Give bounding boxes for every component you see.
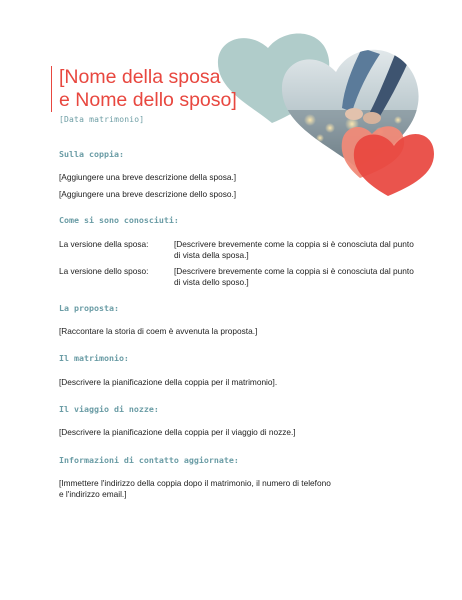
heading-about-couple: Sulla coppia: [59, 149, 124, 159]
hearts-decoration [212, 28, 442, 198]
heading-how-they-met: Come si sono conosciuti: [59, 215, 179, 225]
contact-text-line-1: [Immettere l'indirizzo della coppia dopo il matrimonio, il numero di telefono [59, 478, 331, 488]
bride-description: [Aggiungere una breve descrizione della sposa.] [59, 172, 237, 182]
groom-version-label: La versione dello sposo: [59, 266, 149, 276]
groom-description: [Aggiungere una breve descrizione dello sposo.] [59, 189, 237, 199]
bride-version-label: La versione della sposa: [59, 239, 149, 249]
heading-wedding: Il matrimonio: [59, 353, 129, 363]
wedding-text: [Descrivere la pianificazione della coppia per il matrimonio]. [59, 377, 278, 387]
wedding-date: [Data matrimonio] [59, 115, 145, 124]
heading-proposal: La proposta: [59, 303, 119, 313]
contact-text-line-2: e l'indirizzo email.] [59, 489, 127, 499]
honeymoon-text: [Descrivere la pianificazione della coppia per il viaggio di nozze.] [59, 427, 296, 437]
title-line-2: e Nome dello sposo] [59, 89, 237, 111]
heading-contact-info: Informazioni di contatto aggiornate: [59, 455, 239, 465]
groom-version-text: [Descrivere brevemente come la coppia si è conosciuta dal punto di vista dello sposo.] [174, 266, 414, 287]
heading-honeymoon: Il viaggio di nozze: [59, 404, 159, 414]
couple-title [51, 66, 237, 112]
title-line-1: [Nome della sposa [59, 66, 221, 88]
bride-version-text: [Descrivere brevemente come la coppia si è conosciuta dal punto di vista della sposa.] [174, 239, 414, 260]
proposal-text: [Raccontare la storia di coem è avvenuta la proposta.] [59, 326, 258, 336]
